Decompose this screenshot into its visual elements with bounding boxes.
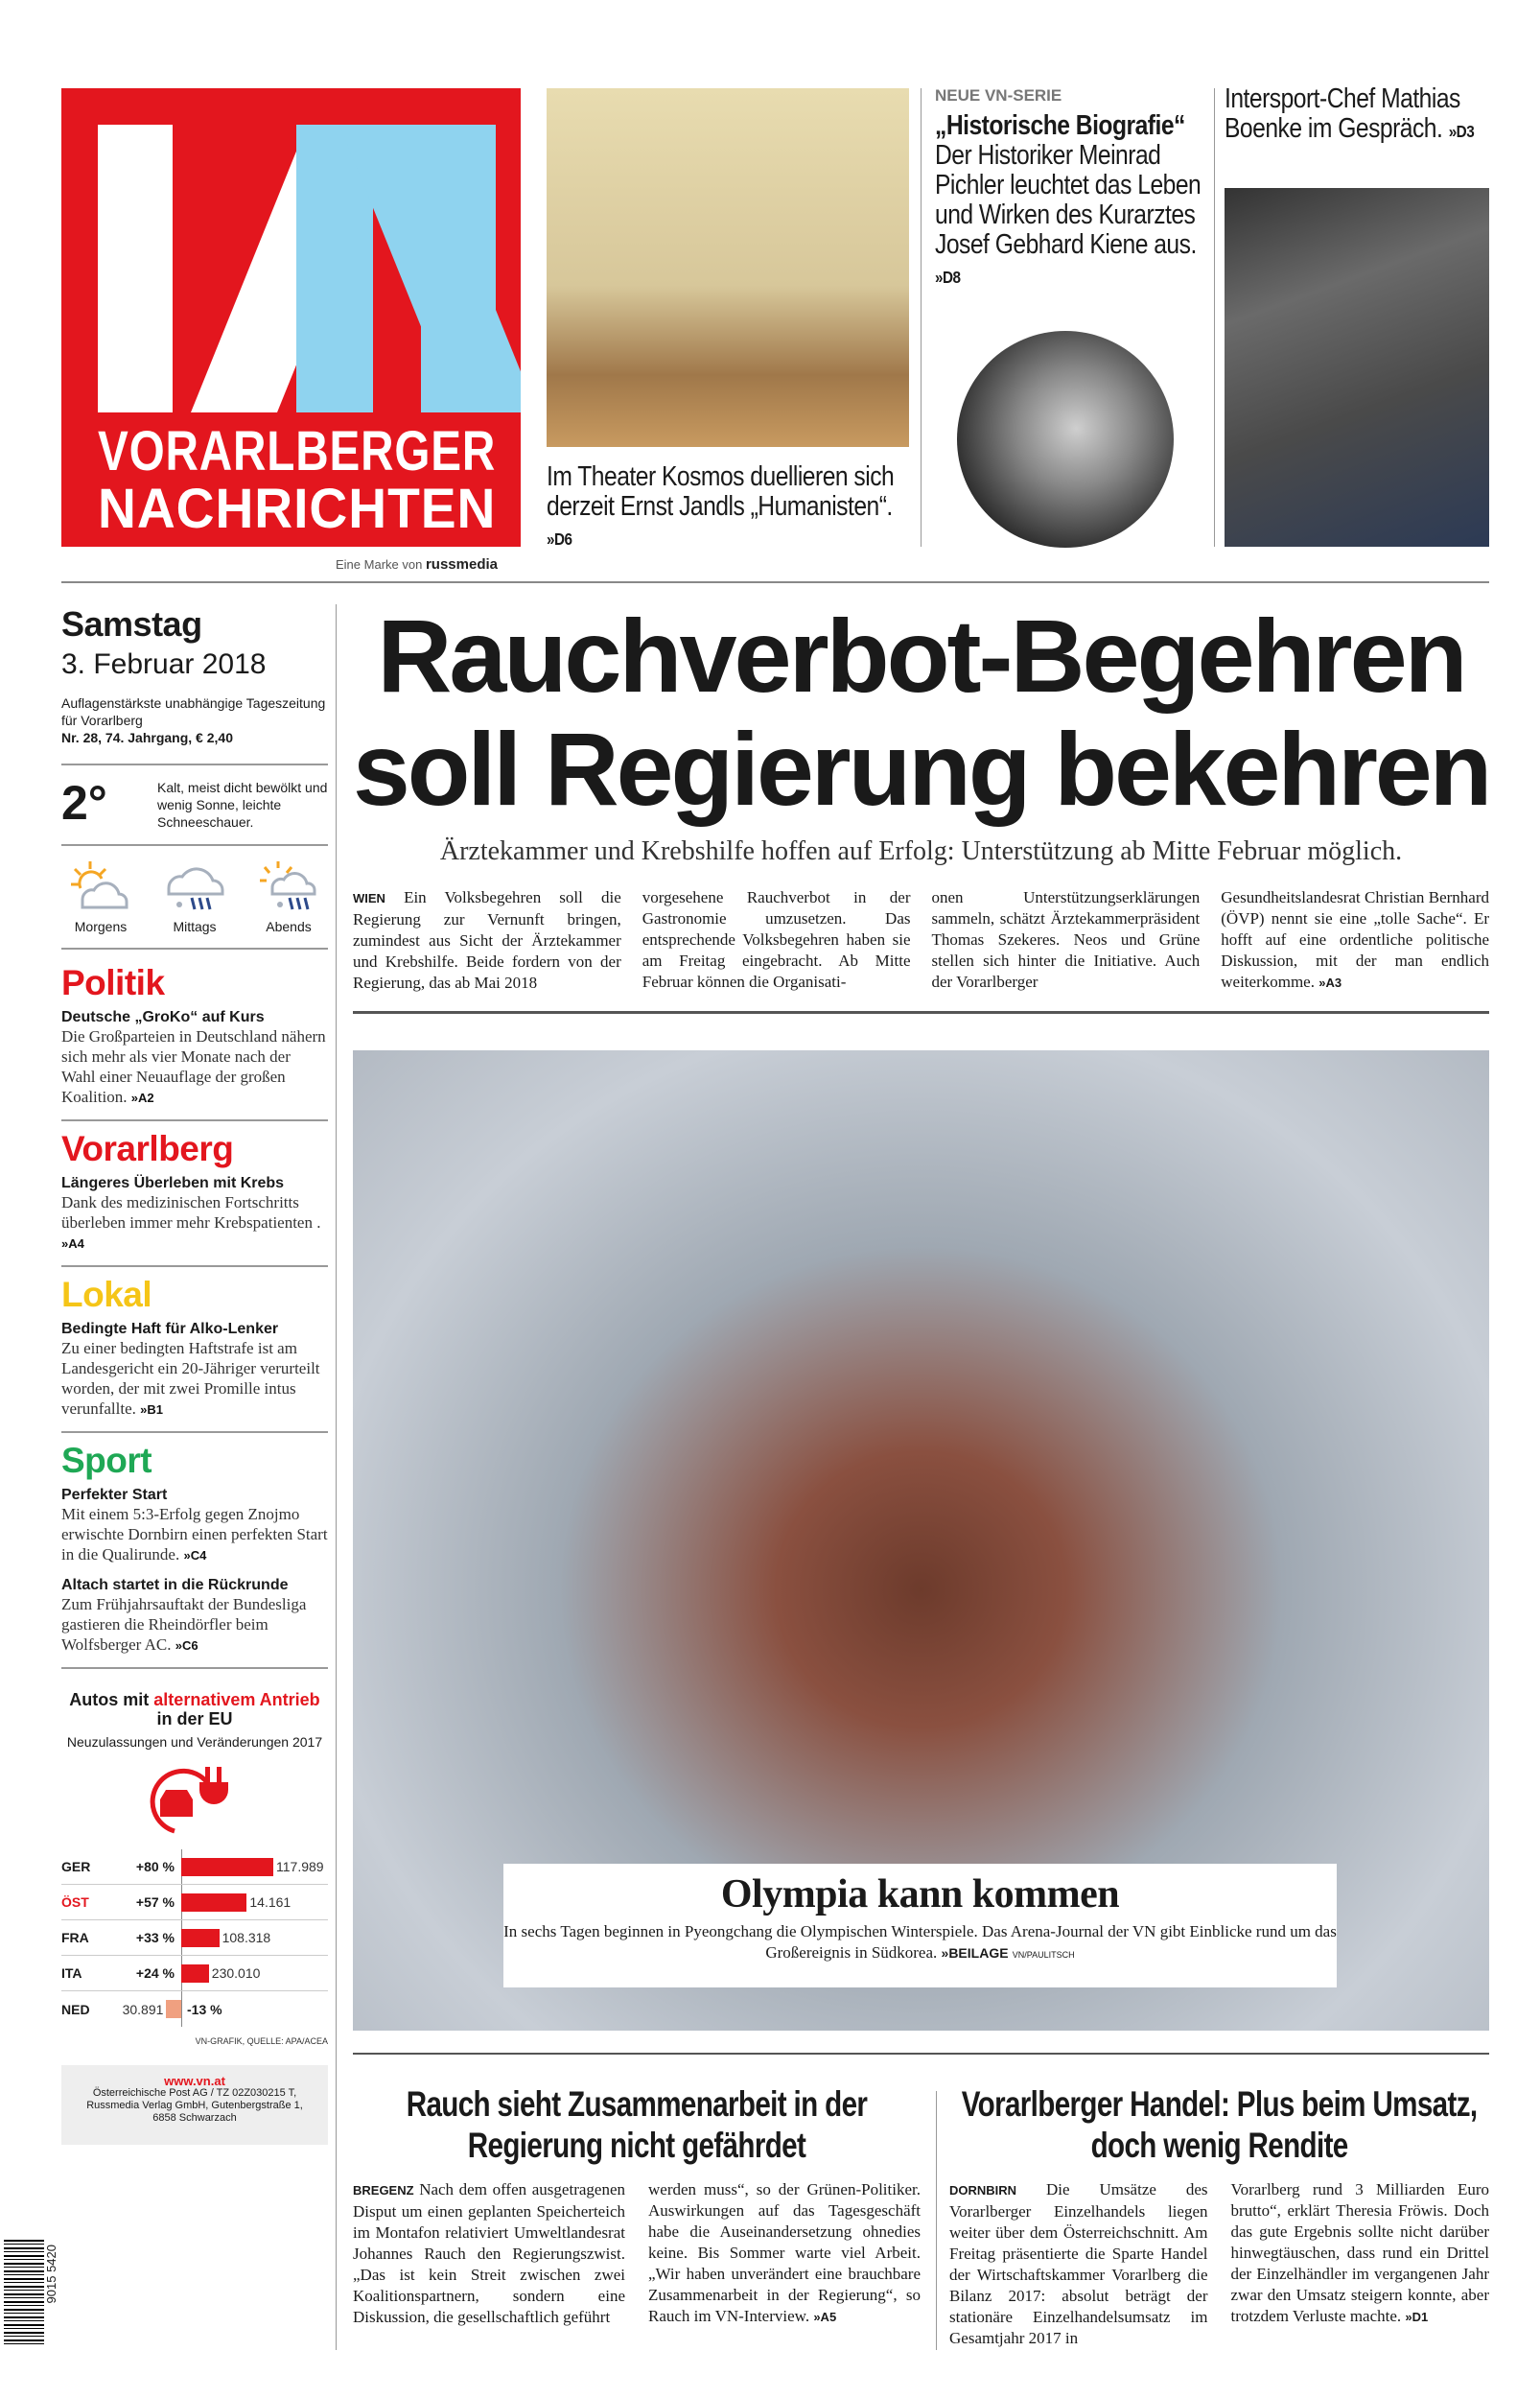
lead-col: Gesundheitslandesrat Christian Bernhard (ÖVP) nennt sie eine „tolle Sache“. Er hofft auf eine ordentliche politische Diskussion, mit der man endlich weiterkomme.: [1221, 888, 1489, 991]
divider: [61, 1431, 328, 1433]
divider: [61, 1667, 328, 1669]
article-col: Nach dem offen ausgetragenen Disput um einen geplanten Speicherteich im Montafon relativiert Umweltlandesrat Johannes Rauch den Regierungszwist. „Das ist kein Streit zwischen zwei Koalitionspartnern, sondern eine Diskussion, die gesellschaftlich geführt: [353, 2180, 625, 2326]
serie-title: „Historische Biografie“: [935, 110, 1185, 141]
section-vorarlberg[interactable]: [61, 1129, 328, 1254]
caption-text: In sechs Tagen beginnen in Pyeongchang die Olympischen Winterspiele. Das Arena-Journal der VN gibt Einblicke rund um das Großereignis in Südkorea.: [503, 1922, 1337, 1962]
lead-col: Ein Volksbegehren soll die Regierung zur Vernunft bringen, zumindest aus Sicht der Ärztekammer und Krebshilfe. Beide fordern von der Regierung, das ab Mai 2018: [353, 888, 621, 992]
issue-info: Nr. 28, 74. Jahrgang, € 2,40: [61, 730, 233, 745]
lead-body: [353, 887, 1489, 994]
photo-credit: VN/PAULITSCH: [1012, 1950, 1075, 1960]
lead-subhead: Ärztekammer und Krebshilfe hoffen auf Erfolg: Unterstützung ab Mitte Februar möglich.: [439, 836, 1403, 866]
value-label: 108.318: [222, 1930, 271, 1945]
article-headline: Vorarlberger Handel: Plus beim Umsatz, doch wenig Rendite: [961, 2084, 1478, 2165]
page-ref: »B1: [140, 1402, 163, 1417]
page-ref: »D3: [1448, 122, 1475, 141]
change-label: +80 %: [135, 1859, 175, 1874]
change-label: -13 %: [187, 2001, 222, 2017]
article-col: Die Umsätze des Vorarlberger Einzelhandels liegen weiter über dem Österreichschnitt. Am Freitag präsentierte die Sparte Handel der Wirtschaftskammer Vorarlberg die Bilanz 2017: absolut beträgt der stationäre Einzelhandelsumsatz im Gesamtjahr 2017 in: [949, 2180, 1208, 2347]
section-title: Politik: [61, 963, 165, 1002]
weather-midday: [161, 859, 228, 934]
divider: [353, 1011, 1489, 1014]
article-rauch[interactable]: [353, 2083, 921, 2328]
boenke-photo[interactable]: [1225, 188, 1489, 547]
caption-title: Olympia kann kommen: [720, 1872, 1120, 1916]
article-handel[interactable]: [949, 2083, 1489, 2349]
logo-line1: VORARLBERGER: [98, 420, 497, 482]
country-label: ÖST: [61, 1894, 89, 1910]
page-ref: »BEILAGE: [941, 1945, 1009, 1961]
teaser-title: Deutsche „GroKo“ auf Kurs: [61, 1009, 265, 1025]
page-ref: »D8: [935, 268, 961, 287]
page-ref: »A2: [130, 1091, 154, 1105]
divider: [336, 604, 337, 2350]
page-ref: »D1: [1405, 2310, 1429, 2324]
logo-line2: NACHRICHTEN: [98, 478, 497, 540]
teaser-title: Längeres Überleben mit Krebs: [61, 1175, 285, 1191]
value-label: 117.989: [276, 1859, 324, 1874]
theater-teaser-text: Im Theater Kosmos duellieren sich derzeit Ernst Jandls „Humanisten“.: [547, 461, 895, 522]
teaser-title: Perfekter Start: [61, 1487, 168, 1503]
ev-chart: [61, 1690, 328, 2046]
section-title: Sport: [61, 1441, 152, 1480]
period-label: Abends: [266, 919, 312, 934]
divider: [61, 581, 1489, 583]
article-col: Vorarlberg rund 3 Milliarden Euro brutto“, erklärt Theresia Fröwis. Doch das gute Ergebnis sollte nicht darüber hinwegtäuschen, dass rund ein Drittel der Einzelhändler im vergangenen Jahr zwar den Umsatz steigern konnte, aber trotzdem Verluste machte.: [1230, 2180, 1489, 2325]
teaser-text: Die Großparteien in Deutschland nähern sich mehr als vier Monate nach der Wahl einer Neuauflage der großen Koalition.: [61, 1027, 326, 1106]
photo-caption: [503, 1864, 1337, 1987]
divider: [353, 2053, 1489, 2055]
dateline: BREGENZ: [353, 2183, 414, 2198]
weather-evening: [255, 859, 322, 934]
left-column: [61, 604, 328, 2145]
value-label: 30.891: [122, 2001, 164, 2017]
imprint: [61, 2065, 328, 2145]
imprint-line: 6858 Schwarzach: [152, 2112, 237, 2124]
change-label: +24 %: [135, 1965, 175, 1981]
divider: [1214, 88, 1215, 547]
chart-bar: [166, 2000, 181, 2018]
intersport-text: Intersport-Chef Mathias Boenke im Gespräch.: [1225, 83, 1460, 144]
teaser[interactable]: [61, 1175, 328, 1254]
portrait-image: [957, 331, 1174, 548]
chart-subtitle: Neuzulassungen und Veränderungen 2017: [66, 1734, 323, 1750]
chart-row: [61, 1885, 328, 1920]
website-link[interactable]: www.vn.at: [164, 2074, 225, 2088]
tagline: Auflagenstärkste unabhängige Tageszeitung für Vorarlberg: [61, 695, 326, 728]
section-politik[interactable]: [61, 963, 328, 1108]
teaser-text: Zum Frühjahrsauftakt der Bundesliga gastieren die Rheindörfler beim Wolfsberger AC.: [61, 1595, 307, 1654]
brand-name: russmedia: [425, 556, 498, 573]
chart-bar: [181, 1858, 273, 1876]
teaser-title: Altach startet in die Rückrunde: [61, 1577, 289, 1593]
headline-line2: soll Regierung bekehren: [353, 711, 1490, 827]
vn-logo[interactable]: [61, 88, 521, 547]
article-col: werden muss“, so der Grünen-Politiker. Auswirkungen auf das Tagesgeschäft habe die Auseinandersetzung ohnedies keine. Bis Sommer warte viel Arbeit. „Wir haben unverändert eine brauchbare Zusammenarbeit in der Regierung“, so Rauch im VN-Interview.: [648, 2180, 921, 2325]
edition-date: 3. Februar 2018: [61, 648, 267, 680]
imprint-line: Russmedia Verlag GmbH, Gutenbergstraße 1,: [86, 2100, 303, 2111]
chart-source: VN-GRAFIK, QUELLE: APA/ACEA: [195, 2036, 328, 2046]
page-ref: »C6: [175, 1638, 198, 1653]
weather-text: Kalt, meist dicht bewölkt und wenig Sonne, leichte Schneeschauer.: [157, 780, 328, 830]
dateline: WIEN: [353, 891, 385, 905]
teaser-text: Zu einer bedingten Haftstrafe ist am Landesgericht ein 20-Jähriger verurteilt worden, der mit zwei Promille intus verunfallte.: [61, 1339, 320, 1418]
barcode-number: 9015 5420: [44, 2245, 58, 2304]
headline-line1: Rauchverbot-Begehren: [377, 598, 1465, 714]
lead-col: vorgesehene Rauchverbot in der Gastronomie umzusetzen. Das entsprechende Volksbegehren haben sie am Freitag eingebracht. Ab Mitte Februar können die Organisati-: [642, 888, 911, 991]
barcode: [4, 2240, 44, 2345]
chart-bar: [181, 1893, 246, 1912]
section-lokal[interactable]: [61, 1275, 328, 1420]
serie-kicker: NEUE VN-SERIE: [935, 86, 1062, 105]
chart-title-part: in der EU: [156, 1709, 233, 1728]
country-label: GER: [61, 1859, 91, 1874]
section-sport[interactable]: [61, 1441, 328, 1656]
section-list: [61, 963, 328, 1669]
teaser[interactable]: [61, 1321, 328, 1420]
page-ref: »C4: [183, 1548, 207, 1563]
serie-teaser[interactable]: [935, 111, 1213, 293]
country-label: NED: [61, 2001, 90, 2017]
teaser[interactable]: [61, 1577, 328, 1656]
cloud-snow-rain-icon: [163, 859, 226, 913]
chart-row: [61, 1849, 328, 1885]
sun-cloud-icon: [69, 859, 132, 913]
divider: [936, 2091, 937, 2350]
imprint-line: Österreichische Post AG / TZ 02Z030215 T,: [92, 2087, 297, 2099]
ev-plug-icon: [61, 1750, 328, 1846]
chart-rows: [61, 1849, 328, 2027]
value-label: 14.161: [249, 1894, 292, 1910]
change-label: +33 %: [135, 1930, 175, 1945]
chart-row: [61, 1920, 328, 1956]
lead-col: onen Unterstützungserklärungen sammeln, schätzt Ärztekammerpräsident Thomas Szekeres. Neos und Grüne stellen sich hinter die Initiative. Auch der Vorarlberger: [931, 888, 1201, 991]
dateline: DORNBIRN: [949, 2183, 1017, 2198]
divider: [61, 1119, 328, 1121]
chart-row: [61, 1956, 328, 1991]
change-label: +57 %: [135, 1894, 175, 1910]
brand-note: [336, 556, 498, 573]
lead-subhead-wrap: [353, 836, 1489, 867]
chart-row: [61, 1991, 328, 2027]
chart-title-part: Autos mit: [69, 1690, 154, 1709]
page-ref: »D6: [547, 529, 572, 549]
teaser[interactable]: [61, 1487, 328, 1565]
intersport-teaser[interactable]: [1225, 84, 1489, 147]
teaser[interactable]: [61, 1009, 328, 1108]
edition-day: Samstag: [61, 604, 202, 644]
page-ref: »A3: [1318, 976, 1342, 990]
chart-title-part: alternativem Antrieb: [153, 1690, 320, 1709]
chart-title: [61, 1690, 328, 1728]
temperature: 2°: [61, 776, 107, 830]
section-title: Lokal: [61, 1275, 152, 1314]
teaser-title: Bedingte Haft für Alko-Lenker: [61, 1321, 279, 1337]
theater-teaser[interactable]: [547, 462, 911, 554]
value-label: 230.010: [211, 1965, 261, 1981]
serie-text: Der Historiker Meinrad Pichler leuchtet das Leben und Wirken des Kurarztes Josef Gebhard Kiene aus.: [935, 140, 1202, 260]
section-title: Vorarlberg: [61, 1129, 234, 1168]
weather: [61, 776, 328, 831]
page-ref: »A4: [61, 1236, 84, 1251]
lead-headline[interactable]: [353, 600, 1489, 826]
divider: [61, 1265, 328, 1267]
divider: [921, 88, 922, 547]
article-headline: Rauch sieht Zusammenarbeit in der Regierung nicht gefährdet: [406, 2084, 868, 2165]
theater-photo[interactable]: [547, 88, 909, 447]
teaser-text: Dank des medizinischen Fortschritts überleben immer mehr Krebspatienten .: [61, 1193, 321, 1232]
teaser-text: Mit einem 5:3-Erfolg gegen Znojmo erwischte Dornbirn einen perfekten Start in die Qualirunde.: [61, 1505, 328, 1563]
chart-bar: [181, 1929, 220, 1947]
sun-cloud-snow-icon: [257, 859, 320, 913]
chart-bar: [181, 1964, 209, 1983]
country-label: ITA: [61, 1965, 82, 1981]
period-label: Morgens: [74, 919, 128, 934]
chart-axis: [181, 1991, 182, 2027]
country-label: FRA: [61, 1930, 89, 1945]
period-label: Mittags: [173, 919, 217, 934]
brand-prefix: Eine Marke von: [336, 557, 423, 572]
weather-morning: [67, 859, 134, 934]
page-ref: »A5: [813, 2310, 837, 2324]
